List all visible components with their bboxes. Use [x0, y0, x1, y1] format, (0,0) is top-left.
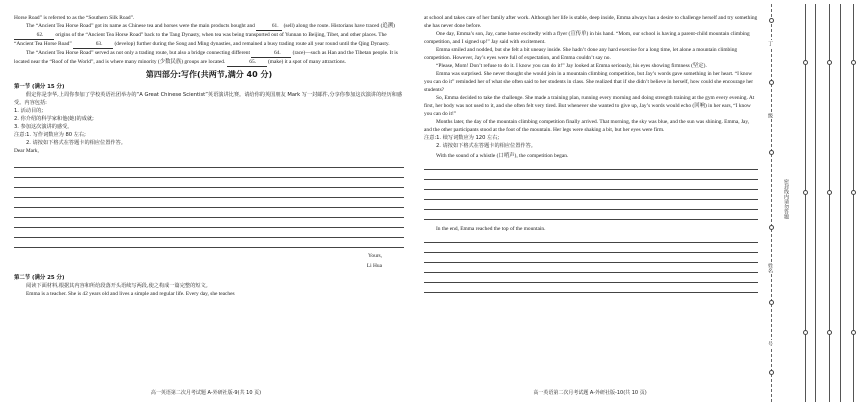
writing-line[interactable]: [14, 168, 404, 178]
section2-title: 第二节 (满分 25 分): [14, 275, 65, 281]
right-page: [418, 0, 762, 406]
writing-line[interactable]: [424, 190, 758, 200]
writing-line[interactable]: [424, 243, 758, 253]
seal-circle: [769, 300, 774, 305]
seal-circle: [803, 60, 808, 65]
letter-signature: Li Hua: [366, 263, 382, 269]
seal-circle: [827, 60, 832, 65]
writing-line[interactable]: [14, 218, 404, 228]
blank-number: 62.: [36, 32, 44, 38]
para-2: [14, 49, 404, 67]
writing-line[interactable]: [424, 263, 758, 273]
writing-line[interactable]: [424, 160, 758, 170]
binding-label: 姓名: [767, 263, 773, 273]
writing-line[interactable]: [14, 238, 404, 248]
seal-circle: [803, 190, 808, 195]
story-para-6: So, Emma decided to take the challenge. She made a training plan, running every morning and doing strength training at the gym every evening. At first, her body was not used to it, and she often felt very tired. But whenever she wanted to give up, Jay’s words would echo (回响) in her ears, “I know you can do it!”: [424, 95, 755, 117]
text: origins of the “Ancient Tea Horse Road” back to the Tang Dynasty, when tea was being transported out of Yunnan to Beijing, Tibet, and other places. The “Ancient Tea Horse Road”: [14, 32, 387, 47]
margin-line: [815, 4, 816, 402]
writing-line[interactable]: [424, 210, 758, 220]
section1-prompt: 假定你是李华,上周你参加了学校英语社团举办的“A Great Chinese Scientist”英语演讲比赛。请给你的英国朋友 Mark 写一封邮件,分享你参加这次演讲的经历和感受。内容包括:: [14, 92, 403, 106]
seal-circle: [769, 80, 774, 85]
continuation-area-1[interactable]: [424, 160, 758, 220]
letter-greeting: Dear Mark,: [14, 148, 39, 154]
blank-61[interactable]: [256, 22, 282, 31]
blank-62[interactable]: [14, 31, 54, 40]
writing-line[interactable]: [14, 208, 404, 218]
writing-line[interactable]: [14, 158, 404, 168]
continuation-opening-1: With the sound of a whistle (口哨声), the competition began.: [436, 153, 569, 159]
text: (make) it a spot of many attractions.: [266, 59, 346, 65]
seal-circle: [827, 190, 832, 195]
left-page: [0, 0, 412, 406]
seal-circle: [769, 18, 774, 23]
writing-line[interactable]: [424, 283, 758, 293]
para-1: [14, 22, 404, 49]
blank-number: 61.: [271, 23, 279, 29]
section2-instruction: 阅读下面材料,根据其内容和所给段落开头语续写两段,使之构成一篇完整的短文。: [26, 283, 211, 289]
text: (develop) further during the Song and Ming dynasties, and remained a busy trading route all year round until the Qing Dynasty.: [113, 41, 390, 47]
para-0: [14, 14, 404, 22]
seal-circle: [827, 330, 832, 335]
letter-closing: Yours,: [368, 253, 382, 259]
blank-64[interactable]: [251, 49, 291, 58]
text: Horse Road” is referred to as the “Southern Silk Road”.: [14, 15, 135, 21]
writing-line[interactable]: [14, 178, 404, 188]
story-para-1: at school and takes care of her family after work. Although her life is stable, deep inside, Emma always has a desire to challenge herself and try something she has never done before.: [424, 15, 758, 29]
writing-line[interactable]: [424, 200, 758, 210]
blank-number: 64.: [273, 50, 281, 56]
blank-number: 63.: [95, 41, 103, 47]
letter-writing-area[interactable]: [14, 158, 404, 248]
continuation-area-2[interactable]: [424, 233, 758, 293]
continuation-note-2: 2. 请按如下格式在答题卡的相应位置作答。: [436, 143, 536, 149]
seal-circle: [769, 370, 774, 375]
story-para-0: Emma is a teacher. She is 42 years old and lives a simple and regular life. Every day, she teaches: [26, 291, 235, 297]
seal-warning: 密封线内请勿答题: [783, 179, 789, 219]
text: The “Ancient Tea Horse Road” served as not only a trading route, but also a bridge connecting different: [26, 50, 252, 56]
continuation-opening-2: In the end, Emma reached the top of the mountain.: [436, 226, 546, 232]
blank-65[interactable]: [227, 58, 267, 67]
seal-circle: [851, 60, 856, 65]
binding-label: 丁: [767, 41, 773, 46]
binding-label: 级: [767, 113, 773, 118]
blank-63[interactable]: [73, 40, 113, 49]
text: The “Ancient Tea Horse Road” got its name as Chinese tea and horses were the main products bought and: [26, 23, 257, 29]
writing-line[interactable]: [14, 188, 404, 198]
seal-circle: [769, 225, 774, 230]
section1-point-3: 3. 参加这次演讲的感受。: [14, 124, 73, 130]
page-footer: 高一英语第二次月考试题 A-外研社版-10(共 10 页): [533, 390, 647, 396]
seal-circle: [769, 150, 774, 155]
section1-point-1: 1. 活动目的;: [14, 108, 44, 114]
text: (sell) along the route. Historians have traced (追溯): [282, 23, 395, 29]
seal-circle: [851, 330, 856, 335]
section1-note-2: 2. 请按如下格式在答题卡的相应位置作答。: [26, 140, 126, 146]
story-para-5: Emma was surprised. She never thought she would join in a mountain climbing competition, but Jay’s words gave something in her heart. “I know you can do it” reminded her of what she often said to her students in class. She realized that if she didn’t believe in herself, how could she encourage her students?: [424, 71, 754, 93]
page-footer: 高一英语第二次月考试题 A-外研社版-9(共 10 页): [150, 390, 262, 396]
writing-line[interactable]: [424, 233, 758, 243]
section1-point-2: 2. 你介绍的科学家和他(她)的成就;: [14, 116, 94, 122]
writing-line[interactable]: [424, 253, 758, 263]
text: (race)—such as Han and the Tibetan people. It is located near the “Roof of the World”, and is where many minority (少数民族) groups are located.: [14, 50, 398, 65]
blank-number: 65.: [249, 59, 257, 65]
writing-line[interactable]: [424, 170, 758, 180]
writing-line[interactable]: [14, 228, 404, 238]
story-para-7: Months later, the day of the mountain climbing competition finally arrived. That morning, the sky was blue, and the sun was shining. Emma, Jay, and the other participants stood at the foot of the mountain. Her legs were shaking a bit, but her eyes were firm.: [424, 119, 750, 133]
story-para-3: Emma smiled and nodded, but she felt a bit uneasy inside. She hadn’t done any hard exercise for a long time, let alone a mountain climbing competition. However, Jay’s eyes were full of expectation, and Emma couldn’t say no.: [424, 47, 738, 61]
story-para-4: “Please, Mom! Don’t refuse to do it. I know you can do it!” Jay looked at Emma seriously, his eyes showing firmness (坚定).: [436, 63, 707, 69]
binding-label: 号: [767, 341, 773, 346]
section1-note-1: 注意:1. 写作词数应为 80 左右;: [14, 132, 86, 138]
writing-line[interactable]: [14, 198, 404, 208]
seal-circle: [851, 190, 856, 195]
part4-heading: 第四部分:写作(共两节,满分 40 分): [145, 70, 273, 79]
margin-line: [840, 4, 841, 402]
seal-circle: [803, 330, 808, 335]
binding-margin: [765, 0, 860, 406]
writing-line[interactable]: [424, 273, 758, 283]
story-para-2: One day, Emma’s son, Jay, came home excitedly with a flyer (宣传单) in his hand. “Mom, our school is having a parent-child mountain climbing competition, and I signed up!” Jay said with excitement.: [424, 31, 750, 45]
continuation-note-1: 注意:1. 续写词数应为 120 左右;: [424, 135, 500, 141]
section1-title: 第一节 (满分 15 分): [14, 84, 65, 90]
writing-line[interactable]: [424, 180, 758, 190]
